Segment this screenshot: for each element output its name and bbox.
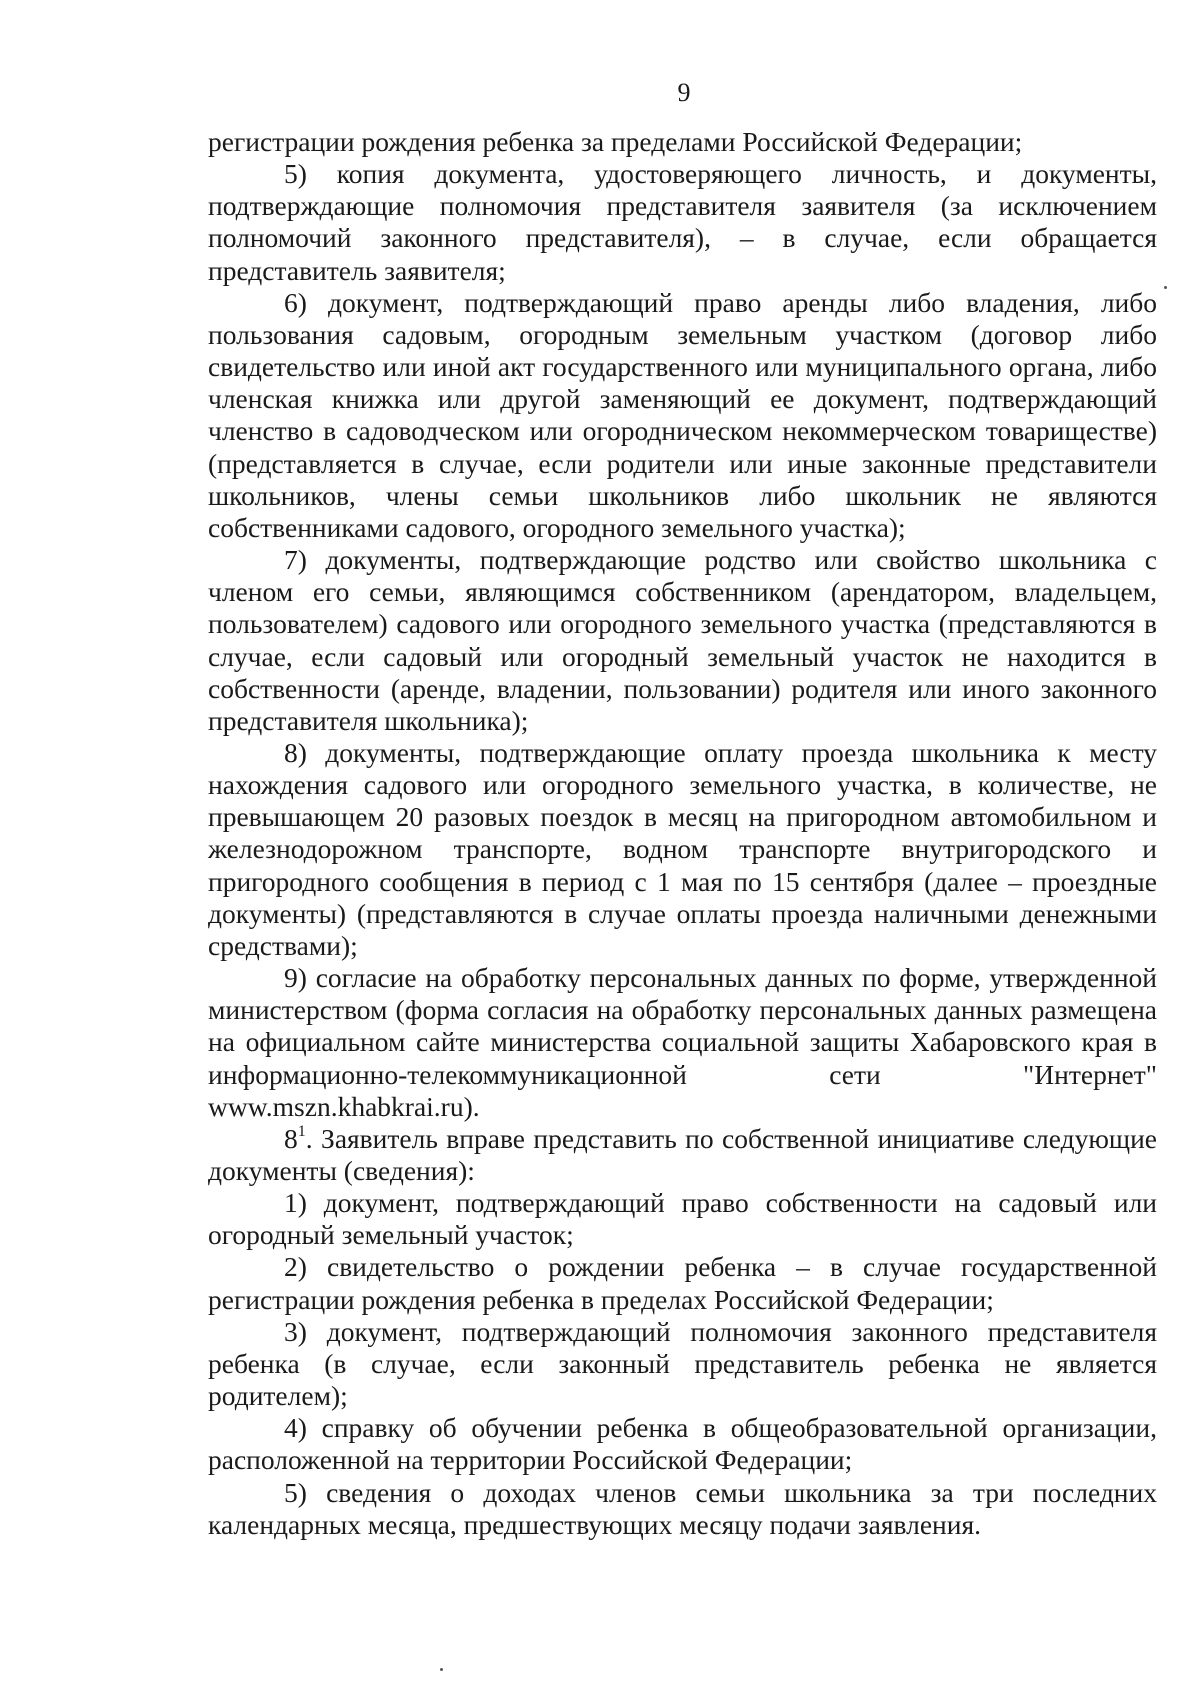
list-item — [208, 158, 1157, 287]
paragraph-text: . Заявитель вправе представить по собственной инициативе следующие документы (сведения): — [208, 1122, 1157, 1186]
item-number: 5) — [284, 1476, 307, 1508]
page-number: 9 — [677, 78, 691, 107]
paragraph-text: документы, подтверждающие оплату проезда школьника к месту нахождения садового или огородного земельного участка, в количестве, не превышающем 20 разовых поездок в месяц на пригородном автомобильном и железнодорожном транспорте, водном транспорте внутригородского и пригородного сообщения в период с 1 мая по 15 сентября (далее – проездные документы) (представляются в случае оплаты проезда наличными денежными средствами); — [208, 736, 1157, 961]
paragraph-continuation — [208, 126, 1157, 158]
paragraph-text: регистрации рождения ребенка за пределами Российской Федерации; — [208, 126, 1023, 157]
scan-speck — [1164, 286, 1167, 289]
list-item — [208, 287, 1157, 544]
paragraph-text: справку об обучении ребенка в общеобразовательной организации, расположенной на территории Российской Федерации; — [208, 1412, 1157, 1476]
item-number: 3) — [284, 1315, 307, 1347]
paragraph-text: свидетельство о рождении ребенка – в случае государственной регистрации рождения ребенка в пределах Российской Федерации; — [208, 1251, 1157, 1315]
paragraph-text: документ, подтверждающий полномочия законного представителя ребенка (в случае, если законный представитель ребенка не является родителем); — [208, 1315, 1158, 1412]
paragraph-text: копия документа, удостоверяющего личность, и документы, подтверждающие полномочия представителя заявителя (за исключением полномочий законного представителя), – в случае, если обращается представитель заявителя; — [208, 158, 1158, 286]
item-number: 6) — [284, 286, 307, 318]
section-paragraph — [208, 1123, 1157, 1187]
list-item — [208, 1477, 1157, 1541]
item-number: 2) — [284, 1251, 307, 1283]
item-number: 5) — [284, 158, 307, 190]
list-item — [208, 737, 1157, 962]
paragraph-text: документ, подтверждающий право аренды либо владения, либо пользования садовым, огородным земельным участком (договор либо свидетельство или иной акт государственного или муниципального органа, либо членская книжка или другой заменяющий ее документ, подтверждающий членство в садоводческом или огородническом некоммерческом товариществе) (представляется в случае, если родители или иные законные представители школьников, члены семьи школьников либо школьник не являются собственниками садового, огородного земельного участка); — [208, 286, 1158, 543]
item-number: 1) — [284, 1187, 307, 1219]
list-item — [208, 1251, 1157, 1315]
scan-speck — [440, 1668, 443, 1671]
item-number: $8^1$ — [284, 1122, 306, 1154]
paragraph-text: сведения о доходах членов семьи школьника за три последних календарных месяца, предшествующих месяцу подачи заявления. — [208, 1476, 1157, 1540]
paragraph-text: согласие на обработку персональных данных по форме, утвержденной министерством (форма согласия на обработку персональных данных размещена на официальном сайте министерства социальной защиты Хабаровского края в информационно-телекоммуникационной сети "Интернет" www.mszn.khabkrai.ru). — [208, 962, 1157, 1122]
item-number: 9) — [284, 962, 307, 994]
item-number: 4) — [284, 1412, 307, 1444]
list-item — [208, 962, 1157, 1123]
document-body — [208, 126, 1157, 1541]
paragraph-text: документ, подтверждающий право собственности на садовый или огородный земельный участок; — [208, 1187, 1158, 1251]
list-item — [208, 1412, 1157, 1476]
list-item — [208, 1316, 1157, 1412]
list-item — [208, 1187, 1157, 1251]
list-item — [208, 544, 1157, 737]
paragraph-text: документы, подтверждающие родство или свойство школьника с членом его семьи, являющимся собственником (арендатором, владельцем, пользователем) садового или огородного земельного участка (представляются в случае, если садовый или огородный земельный участок не находится в собственности (аренде, владении, пользовании) родителя или иного законного представителя школьника); — [208, 544, 1158, 736]
item-number: 7) — [284, 544, 307, 576]
item-number: 8) — [284, 736, 307, 768]
